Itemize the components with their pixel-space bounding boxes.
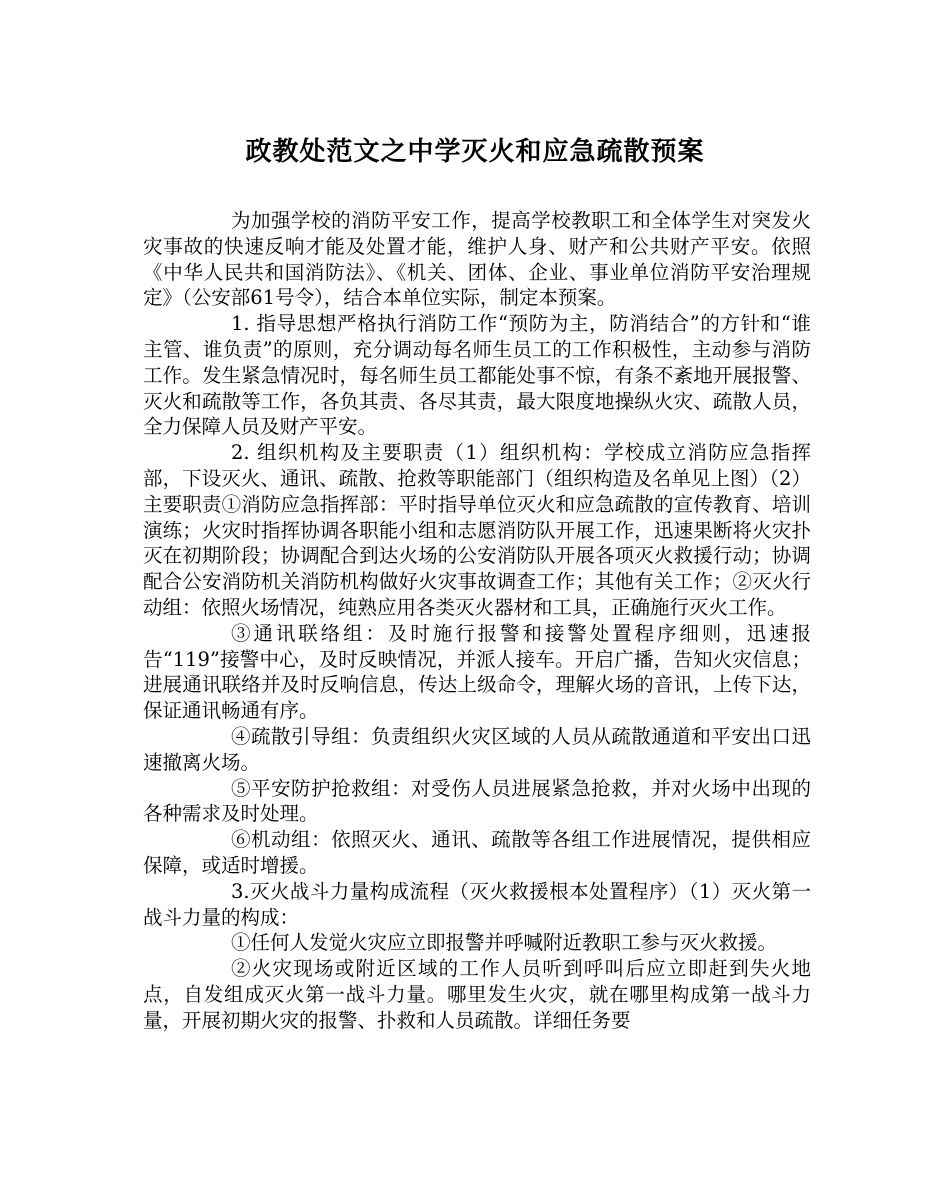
paragraph-step-2: ②火灾现场或附近区域的工作人员听到呼叫后应立即赶到失火地点，自发组成灭火第一战斗力量。哪里发生火灾，就在哪里构成第一战斗力量，开展初期火灾的报警、扑救和人员疏散。详细任务要 (143, 957, 811, 1032)
paragraph-rescue-group: ⑤平安防护抢救组：对受伤人员进展紧急抢救，并对火场中出现的各种需求及时处理。 (143, 776, 811, 826)
document-title: 政教处范文之中学灭火和应急疏散预案 (245, 137, 705, 167)
paragraph-evacuation-group: ④疏散引导组：负责组织火灾区域的人员从疏散通道和平安出口迅速撤离火场。 (143, 724, 811, 774)
paragraph-firefighting-flow: 3.灭火战斗力量构成流程（灭火救援根本处置程序）（1）灭火第一战斗力量的构成： (143, 879, 811, 929)
paragraph-intro: 为加强学校的消防平安工作，提高学校教职工和全体学生对突发火灾事故的快速反响才能及处置才能，维护人身、财产和公共财产平安。依照《中华人民共和国消防法》、《机关、团体、企业、事业单位消防平安治理规定》（公安部61号令），结合本单位实际，制定本预案。 (143, 209, 811, 310)
paragraph-organization: 2. 组织机构及主要职责（1）组织机构：学校成立消防应急指挥部，下设灭火、通讯、疏散、抢救等职能部门（组织构造及名单见上图）（2）主要职责①消防应急指挥部：平时指导单位灭火和应急疏散的宣传教育、培训演练；火灾时指挥协调各职能小组和志愿消防队开展工作，迅速果断将火灾扑灭在初期阶段；协调配合到达火场的公安消防队开展各项灭火救援行动；协调配合公安消防机关消防机构做好火灾事故调查工作；其他有关工作；②灭火行动组：依照火场情况，纯熟应用各类灭火器材和工具，正确施行灭火工作。 (143, 441, 811, 619)
paragraph-guiding-principle: 1. 指导思想严格执行消防工作“预防为主，防消结合”的方针和“谁主管、谁负责”的原则，充分调动每名师生员工的工作积极性，主动参与消防工作。发生紧急情况时，每名师生员工都能处事不惊，有条不紊地开展报警、灭火和疏散等工作，各负其责、各尽其责，最大限度地操纵火灾、疏散人员，全力保障人员及财产平安。 (143, 312, 811, 439)
paragraph-step-1: ①任何人发觉火灾应立即报警并呼喊附近教职工参与灭火救援。 (231, 931, 778, 955)
document-body (143, 208, 811, 1034)
paragraph-mobile-group: ⑥机动组：依照灭火、通讯、疏散等各组工作进展情况，提供相应保障，或适时增援。 (143, 828, 811, 877)
paragraph-communication-group: ③通讯联络组：及时施行报警和接警处置程序细则，迅速报告“119”接警中心，及时反映情况，并派人接车。开启广播，告知火灾信息；进展通讯联络并及时反响信息，传达上级命令，理解火场的音讯，上传下达，保证通讯畅通有序。 (143, 621, 811, 723)
